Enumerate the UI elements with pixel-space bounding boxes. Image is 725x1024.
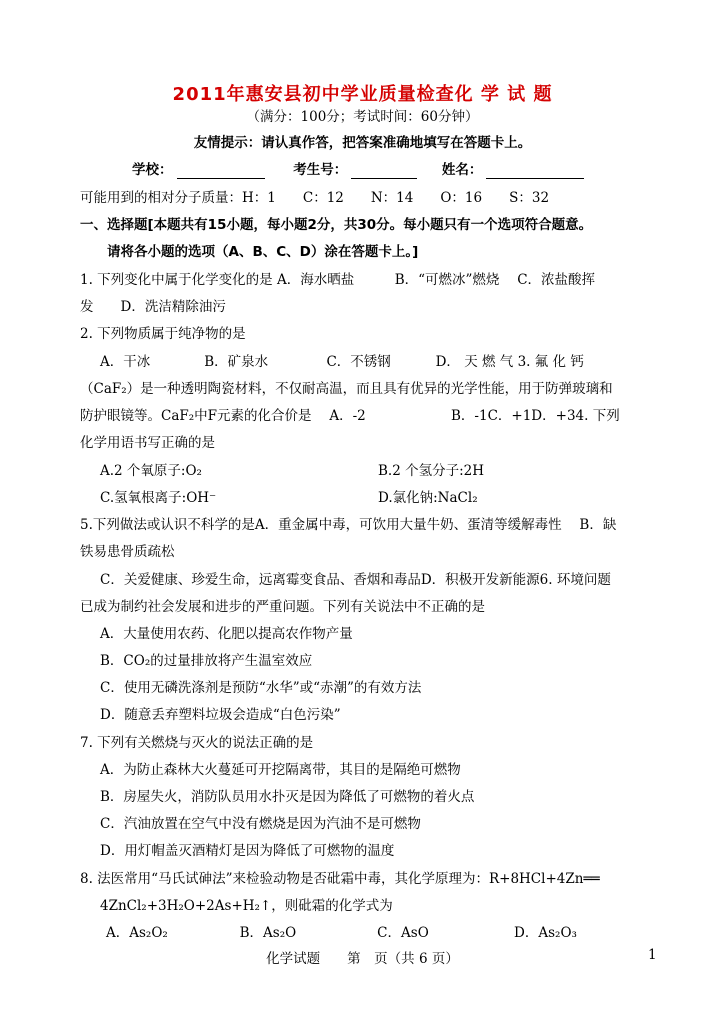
option-line: A.2 个氧原子:O₂ <box>100 463 202 479</box>
option-line: D.氯化钠:NaCl₂ <box>378 490 478 506</box>
info-fields <box>132 161 590 179</box>
question-line: 化学用语书写正确的是 <box>80 435 215 451</box>
question-line: A．干冰 B．矿泉水 C．不锈钢 D． 天 燃 气 3. 氟 化 钙 <box>100 354 584 370</box>
question-line: 5.下列做法或认识不科学的是A．重金属中毒，可饮用大量牛奶、蛋清等缓解毒性 B．缺 <box>80 517 617 533</box>
question-line: （CaF₂）是一种透明陶瓷材料，不仅耐高温，而且具有优异的光学性能，用于防弹玻璃和 <box>80 381 613 397</box>
option-line: C.氢氧根离子:OH⁻ <box>100 490 217 506</box>
option-line: C．汽油放置在空气中没有燃烧是因为汽油不是可燃物 <box>100 816 421 832</box>
page-footer: 化学试题 第 页（共 6 页） <box>266 951 459 967</box>
option-line: A．为防止森林大火蔓延可开挖隔离带，其目的是隔绝可燃物 <box>100 762 461 778</box>
section1-header: 一、选择题[本题共有15小题，每小题2分，共30分。每小题只有一个选项符合题意。 <box>80 217 593 233</box>
question-line: 8. 法医常用“马氏试砷法”来检验动物是否砒霜中毒，其化学原理为：R+8HCl+4Zn══ <box>80 871 600 887</box>
option-line: B．房屋失火，消防队员用水扑灭是因为降低了可燃物的着火点 <box>100 789 475 805</box>
question-line: 1. 下列变化中属于化学变化的是 A．海水晒盐 B．“可燃冰”燃烧 C．浓盐酸挥 <box>80 272 596 288</box>
exam-subtitle: （满分：100分；考试时间：60分钟） <box>246 109 479 125</box>
question-line: 已成为制约社会发展和进步的严重问题。下列有关说法中不正确的是 <box>80 599 485 615</box>
atomic-masses: 可能用到的相对分子质量：H：1 C：12 N：14 O：16 S：32 <box>80 190 550 206</box>
option-line: A．As₂O₂ B．As₂O C．AsO D．As₂O₃ <box>106 925 577 941</box>
page-number: 1 <box>648 947 657 963</box>
option-line: B．CO₂的过量排放将产生温室效应 <box>100 653 313 669</box>
option-line: D．用灯帽盖灭酒精灯是因为降低了可燃物的温度 <box>100 843 395 859</box>
friendly-tip: 友情提示：请认真作答，把答案准确地填写在答题卡上。 <box>193 135 532 151</box>
school-blank <box>177 164 265 179</box>
question-line: 2. 下列物质属于纯净物的是 <box>80 326 246 342</box>
question-line: 防护眼镜等。CaF₂中F元素的化合价是 A．-2 B．-1C．+1D．+34. 下列 <box>80 408 620 424</box>
school-label: 学校： <box>132 162 173 178</box>
examno-blank <box>351 164 417 179</box>
name-label: 姓名： <box>441 162 483 178</box>
option-line: B.2 个氢分子:2H <box>378 463 485 479</box>
option-line: A．大量使用农药、化肥以提高农作物产量 <box>100 626 353 642</box>
question-line: C．关爱健康、珍爱生命，远离霉变食品、香烟和毒品D．积极开发新能源6. 环境问题 <box>100 572 611 588</box>
name-blank <box>486 164 584 179</box>
question-line: 7. 下列有关燃烧与灭火的说法正确的是 <box>80 735 314 751</box>
question-line: 发 D．洗洁精除油污 <box>80 299 226 315</box>
option-line: C．使用无磷洗涤剂是预防“水华”或“赤潮”的有效方法 <box>100 680 422 696</box>
question-line: 铁易患骨质疏松 <box>80 544 175 560</box>
question-line: 4ZnCl₂+3H₂O+2As+H₂↑，则砒霜的化学式为 <box>100 898 393 914</box>
section1-header-2: 请将各小题的选项（A、B、C、D）涂在答题卡上。] <box>107 244 419 260</box>
exam-title: 2011年惠安县初中学业质量检查化 学 试 题 <box>172 84 553 105</box>
option-line: D．随意丢弃塑料垃圾会造成“白色污染” <box>100 707 341 723</box>
examno-label: 考生号： <box>293 162 348 178</box>
